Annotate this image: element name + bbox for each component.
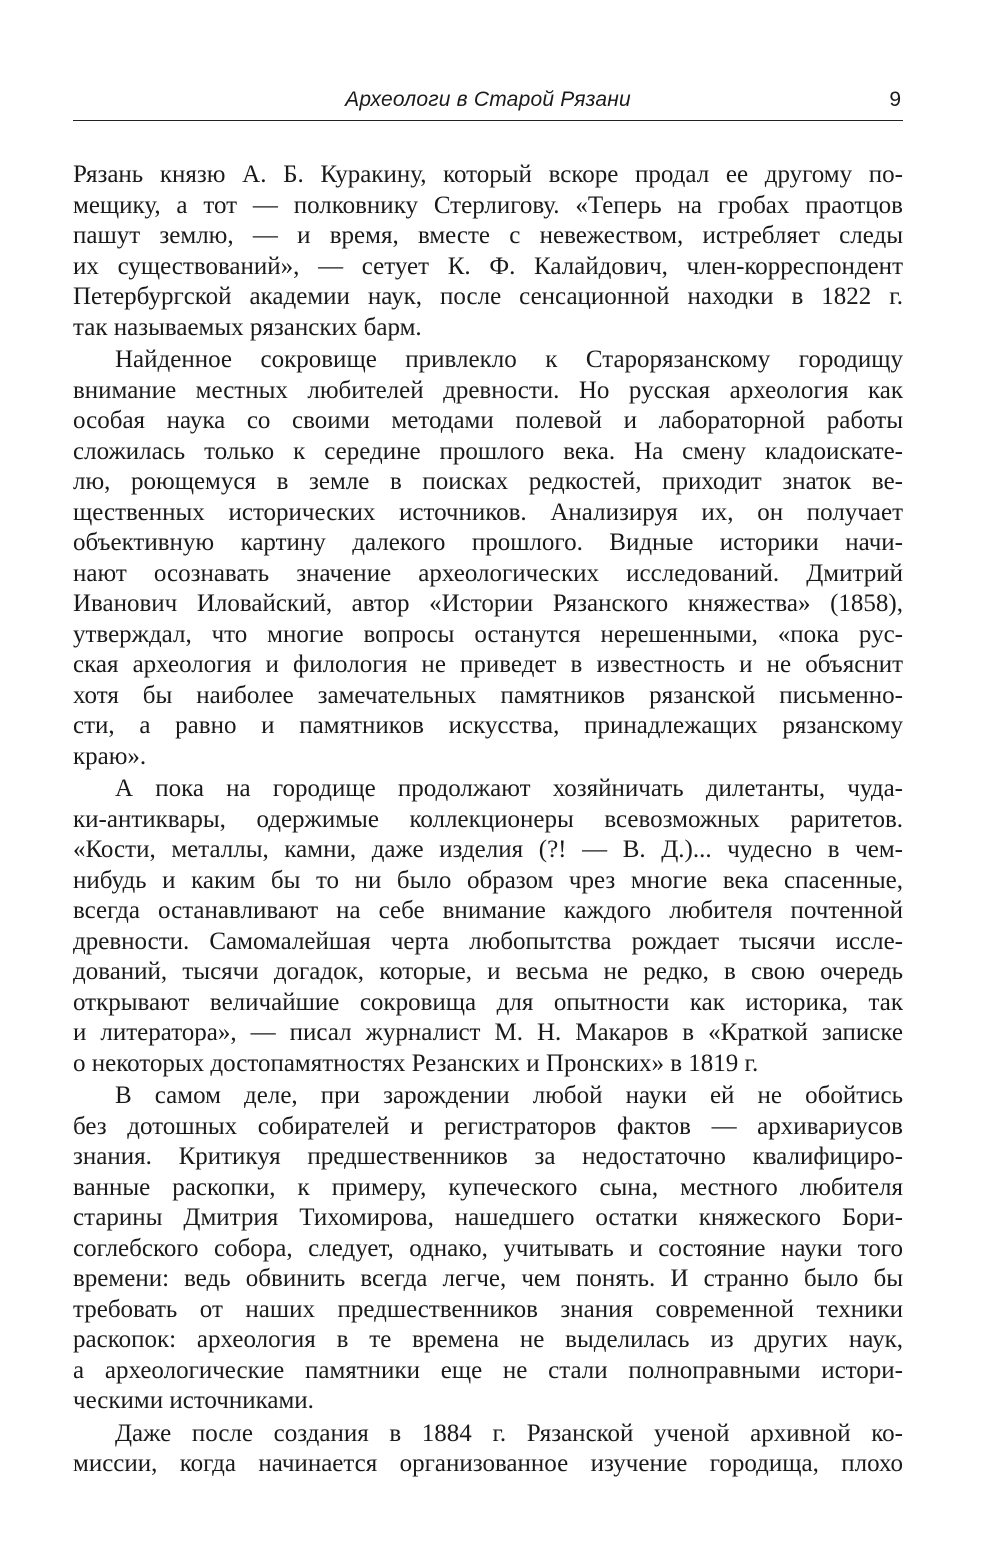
text-line: Рязань князю А. Б. Куракину, который вскоре продал ее другому по- (73, 161, 903, 188)
text-line: утверждал, что многие вопросы останутся нерешенными, «пока рус- (73, 620, 903, 648)
text-line: так называемых рязанских барм. (73, 313, 422, 341)
paragraph (73, 160, 903, 343)
running-title: Археологи в Старой Рязани (345, 88, 631, 111)
text-line: мещику, а тот — полковнику Стерлигову. «Теперь на гробах праотцов (73, 191, 903, 219)
text-line: сти, а равно и памятников искусства, принадлежащих рязанскому (73, 712, 903, 739)
text-line: Даже после создания в 1884 г. Рязанской ученой архивной ко- (115, 1419, 903, 1447)
text-line: объективную картину далекого прошлого. Видные историки начи- (73, 529, 903, 556)
text-line: «Кости, металлы, камни, даже изделия (?! — В. Д.)... чудесно в чем- (73, 836, 903, 863)
text-line: В самом деле, при зарождении любой науки ей не обойтись (115, 1082, 903, 1109)
text-line: ческими источниками. (73, 1387, 314, 1414)
text-line: их существований», — сетует К. Ф. Калайдович, член-корреспондент (73, 252, 903, 280)
paragraph (73, 774, 903, 1079)
text-line: дований, тысячи догадок, которые, и весьма не редко, в свою очередь (73, 958, 903, 985)
text-line: а археологические памятники еще не стали полноправными истори- (73, 1356, 903, 1384)
text-line: Найденное сокровище привлекло к Старорязанскому городищу (115, 346, 903, 373)
text-line: особая наука со своими методами полевой и лабораторной работы (73, 407, 903, 434)
text-line: А пока на городище продолжают хозяйничать дилетанты, чуда- (115, 775, 903, 802)
text-line: хотя бы наиболее замечательных памятников рязанской письменно- (73, 681, 903, 709)
text-line: времени: ведь обвинить всегда легче, чем понять. И странно было бы (73, 1265, 903, 1292)
text-line: раскопок: археология в те времена не выделилась из других наук, (73, 1326, 903, 1353)
text-line: без дотошных собирателей и регистраторов фактов — архивариусов (73, 1112, 903, 1140)
page-number: 9 (889, 88, 901, 111)
text-line: нают осознавать значение археологических исследований. Дмитрий (73, 559, 903, 587)
text-line: сложилась только к середине прошлого века. На смену кладоискате- (73, 437, 903, 465)
paragraph (73, 1081, 903, 1417)
text-line: миссии, когда начинается организованное изучение городища, плохо (73, 1450, 903, 1477)
text-line: старины Дмитрия Тихомирова, нашедшего остатки княжеского Бори- (73, 1204, 903, 1231)
text-line: Иванович Иловайский, автор «Истории Рязанского княжества» (1858), (73, 590, 903, 617)
body-text (73, 160, 903, 1480)
text-line: ванные раскопки, к примеру, купеческого сына, местного любителя (73, 1173, 903, 1201)
text-line: открывают величайшие сокровища для опытности как историка, так (73, 988, 903, 1016)
text-line: внимание местных любителей древности. Но русская археология как (73, 376, 903, 404)
text-line: знания. Критикуя предшественников за недостаточно квалифициро- (73, 1143, 903, 1170)
text-line: древности. Самомалейшая черта любопытства рождает тысячи иссле- (73, 927, 903, 955)
text-line: ки-антиквары, одержимые коллекционеры всевозможных раритетов. (73, 805, 903, 833)
text-line: Петербургской академии наук, после сенсационной находки в 1822 г. (73, 283, 903, 310)
text-line: соглебского собора, следует, однако, учитывать и состояние науки того (73, 1234, 903, 1262)
text-line: и литератора», — писал журналист М. Н. Макаров в «Краткой записке (73, 1019, 903, 1046)
paragraph (73, 1419, 903, 1480)
text-line: требовать от наших предшественников знания современной техники (73, 1295, 903, 1323)
paragraph (73, 345, 903, 772)
text-line: ская археология и филология не приведет в известность и не объяснит (73, 651, 903, 678)
text-line: о некоторых достопамятностях Резанских и Пронских» в 1819 г. (73, 1049, 759, 1077)
text-line: краю». (73, 742, 147, 770)
text-line: всегда останавливают на себе внимание каждого любителя почтенной (73, 897, 903, 924)
text-line: лю, роющемуся в земле в поисках редкостей, приходит знаток ве- (73, 468, 903, 495)
text-line: щественных исторических источников. Анализируя их, он получает (73, 498, 903, 526)
text-line: нибудь и каким бы то ни было образом чрез многие века спасенные, (73, 866, 903, 894)
text-line: пашут землю, — и время, вместе с невежеством, истребляет следы (73, 222, 903, 249)
running-header (73, 86, 903, 121)
